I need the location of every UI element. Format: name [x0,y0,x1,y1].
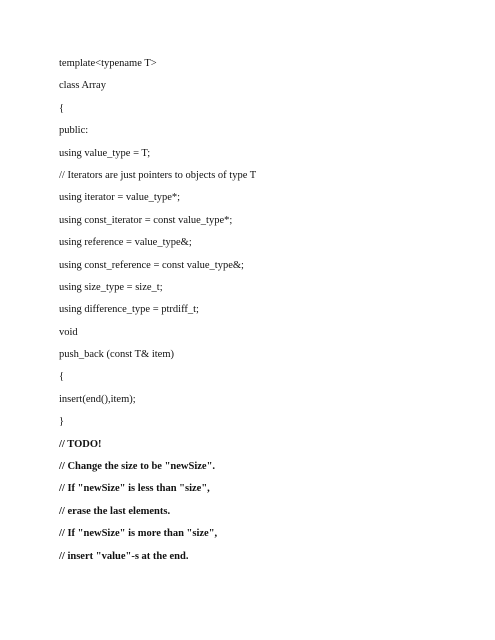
code-line-15: { [59,371,65,383]
code-line-18: // TODO! [59,438,102,450]
code-line-3: { [59,102,65,114]
code-line-14: push_back (const T& item) [59,349,174,361]
code-line-5: using value_type = T; [59,147,151,159]
code-line-23: // insert "value"-s at the end. [59,550,189,562]
code-line-21: // erase the last elements. [59,505,171,517]
code-line-7: using iterator = value_type*; [59,192,181,204]
code-line-2: class Array [59,80,106,92]
code-listing [59,56,256,571]
code-line-1: template<typename T> [59,58,157,69]
code-line-22: // If "newSize" is more than "size", [59,528,218,540]
code-line-9: using reference = value_type&; [59,237,192,249]
code-line-8: using const_iterator = const value_type*; [59,214,233,226]
code-line-13: void [59,326,78,338]
code-line-4: public: [59,125,89,137]
code-line-6: // Iterators are just pointers to objects of type T [59,169,257,181]
code-line-20: // If "newSize" is less than "size", [59,483,210,495]
code-line-19: // Change the size to be "newSize". [59,461,216,473]
code-line-11: using size_type = size_t; [59,281,163,293]
code-line-12: using difference_type = ptrdiff_t; [59,304,199,316]
code-line-16: insert(end(),item); [59,393,136,405]
code-line-10: using const_reference = const value_type&; [59,259,244,271]
code-line-17: } [59,416,65,428]
